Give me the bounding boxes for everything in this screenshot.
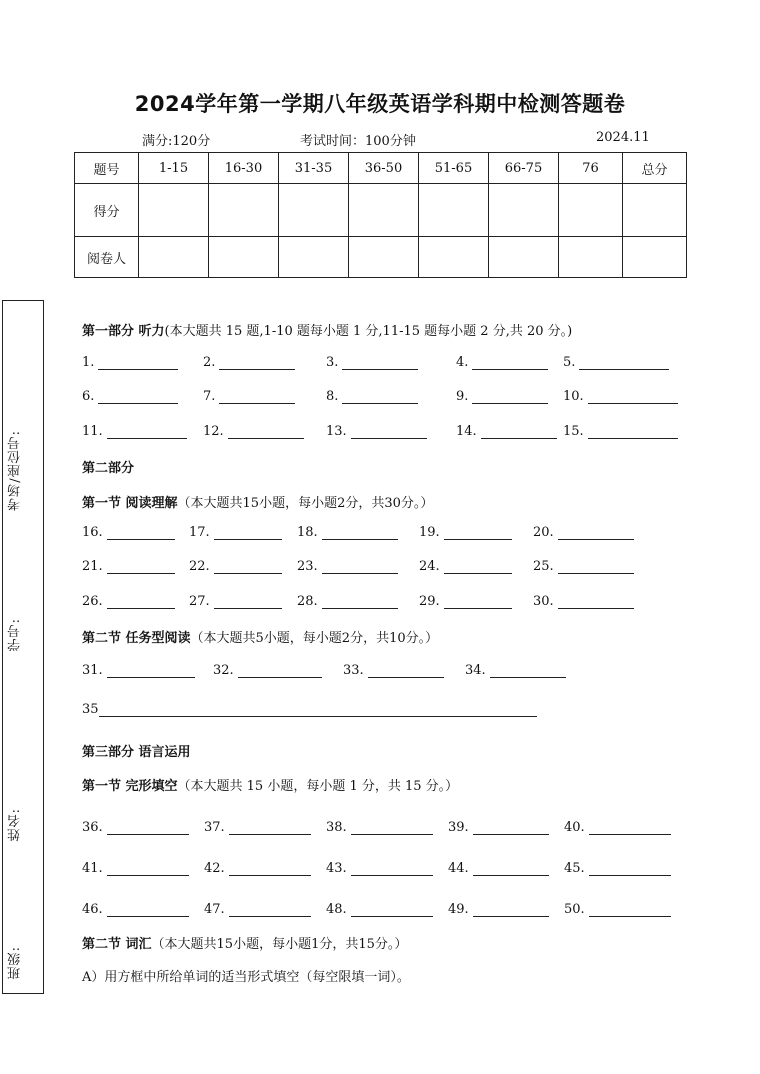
answer-line[interactable] — [107, 820, 189, 835]
answer-item — [204, 820, 311, 835]
answer-item — [204, 902, 311, 917]
score-cell[interactable] — [209, 184, 279, 237]
question-number: 36. — [82, 820, 103, 835]
answer-item — [533, 559, 634, 574]
question-number: 7. — [203, 389, 216, 404]
score-cell[interactable] — [279, 184, 349, 237]
answer-item — [326, 355, 418, 370]
header-cell: 总分 — [623, 153, 687, 184]
question-number: 33. — [343, 663, 364, 678]
question-number: 22. — [189, 559, 210, 574]
answer-item — [203, 389, 295, 404]
question-number: 25. — [533, 559, 554, 574]
answer-line[interactable] — [229, 820, 311, 835]
question-number: 2. — [203, 355, 216, 370]
part3-heading: 第三部分 语言运用 — [82, 745, 191, 760]
answer-item — [82, 389, 178, 404]
question-number: 17. — [189, 525, 210, 540]
question-number: 16. — [82, 525, 103, 540]
header-cell: 1-15 — [139, 153, 209, 184]
answer-line[interactable] — [219, 389, 295, 404]
header-cell: 31-35 — [279, 153, 349, 184]
cloze-heading: 第一节 完形填空 — [82, 779, 178, 794]
exam-date: 2024.11 — [596, 130, 650, 145]
question-number: 8. — [326, 389, 339, 404]
answer-line[interactable] — [490, 663, 566, 678]
answer-item — [326, 389, 418, 404]
answer-item — [82, 663, 195, 678]
answer-item — [456, 424, 557, 439]
score-cell[interactable] — [419, 184, 489, 237]
cloze-desc: （本大题共 15 小题，每小题 1 分，共 15 分。） — [177, 779, 459, 794]
name-label: 姓名: — [8, 808, 23, 842]
answer-item — [448, 902, 549, 917]
answer-item — [563, 389, 678, 404]
answer-line[interactable] — [351, 902, 433, 917]
question-number: 44. — [448, 861, 469, 876]
answer-item — [82, 902, 189, 917]
answer-line[interactable] — [558, 559, 634, 574]
part3-s1-heading-line — [82, 775, 458, 794]
question-number: 28. — [297, 594, 318, 609]
score-cell[interactable] — [349, 184, 419, 237]
question-number: 49. — [448, 902, 469, 917]
answer-line[interactable] — [368, 663, 444, 678]
question-number: 38. — [326, 820, 347, 835]
question-number: 27. — [189, 594, 210, 609]
answer-line[interactable] — [322, 559, 398, 574]
answer-line[interactable] — [229, 861, 311, 876]
answer-line[interactable] — [473, 902, 549, 917]
grader-cell[interactable] — [489, 237, 559, 278]
question-number: 24. — [419, 559, 440, 574]
answer-line[interactable] — [342, 355, 418, 370]
answer-line[interactable] — [322, 594, 398, 609]
question-number: 34. — [465, 663, 486, 678]
answer-line[interactable] — [229, 902, 311, 917]
q35-item — [82, 702, 537, 717]
answer-item — [533, 525, 634, 540]
part1-heading-line — [82, 320, 572, 339]
question-number: 3. — [326, 355, 339, 370]
grader-cell[interactable] — [139, 237, 209, 278]
answer-item — [564, 902, 671, 917]
answer-item — [533, 594, 634, 609]
question-number: 11. — [82, 424, 103, 439]
grader-cell[interactable] — [559, 237, 623, 278]
question-number: 42. — [204, 861, 225, 876]
question-number: 39. — [448, 820, 469, 835]
answer-item — [213, 663, 322, 678]
class-label: 班级: — [8, 946, 23, 980]
question-number: 43. — [326, 861, 347, 876]
part2-s2-heading-line — [82, 627, 438, 646]
answer-line[interactable] — [589, 861, 671, 876]
question-number: 48. — [326, 902, 347, 917]
page-title: 2024学年第一学期八年级英语学科期中检测答题卷 — [134, 92, 626, 116]
answer-line[interactable] — [228, 424, 304, 439]
answer-line[interactable] — [98, 389, 178, 404]
answer-item — [326, 424, 427, 439]
grader-cell[interactable] — [209, 237, 279, 278]
question-number: 50. — [564, 902, 585, 917]
answer-item — [456, 389, 548, 404]
question-number: 12. — [203, 424, 224, 439]
answer-item — [448, 861, 549, 876]
answer-line[interactable] — [579, 355, 669, 370]
score-cell[interactable] — [489, 184, 559, 237]
header-cell: 36-50 — [349, 153, 419, 184]
q35-number: 35 — [82, 702, 99, 717]
question-number: 30. — [533, 594, 554, 609]
answer-line[interactable] — [98, 355, 178, 370]
answer-item — [448, 820, 549, 835]
answer-line[interactable] — [588, 389, 678, 404]
part2-s1-heading-line — [82, 492, 433, 511]
answer-line[interactable] — [107, 525, 175, 540]
answer-item — [456, 355, 548, 370]
answer-item — [189, 559, 282, 574]
reading-heading: 第一节 阅读理解 — [82, 496, 178, 511]
vocab-desc: （本大题共15小题，每小题1分，共15分。） — [151, 937, 408, 952]
answer-item — [564, 820, 671, 835]
question-number: 9. — [456, 389, 469, 404]
exam-time: 考试时间：100分钟 — [300, 134, 416, 149]
answer-line[interactable] — [588, 424, 678, 439]
grader-row — [75, 237, 687, 278]
answer-line[interactable] — [107, 861, 189, 876]
part3-heading-line — [82, 741, 191, 760]
grader-cell[interactable] — [419, 237, 489, 278]
answer-item — [82, 594, 175, 609]
answer-line[interactable] — [214, 525, 282, 540]
room-seat-label: 考场/座位号: — [8, 430, 23, 511]
answer-line[interactable] — [481, 424, 557, 439]
answer-line[interactable] — [444, 525, 512, 540]
question-number: 10. — [563, 389, 584, 404]
question-number: 31. — [82, 663, 103, 678]
answer-item — [82, 424, 187, 439]
answer-item — [82, 559, 175, 574]
question-number: 5. — [563, 355, 576, 370]
vocab-instruction: A）用方框中所给单词的适当形式填空（每空限填一词）。 — [82, 970, 410, 985]
answer-item — [82, 525, 175, 540]
answer-line[interactable] — [589, 902, 671, 917]
question-number: 6. — [82, 389, 95, 404]
question-number: 4. — [456, 355, 469, 370]
question-number: 41. — [82, 861, 103, 876]
answer-item — [203, 424, 304, 439]
score-row — [75, 184, 687, 237]
answer-line[interactable] — [107, 424, 187, 439]
header-cell: 66-75 — [489, 153, 559, 184]
answer-line[interactable] — [214, 594, 282, 609]
answer-line[interactable] — [473, 861, 549, 876]
question-number: 20. — [533, 525, 554, 540]
answer-line[interactable] — [219, 355, 295, 370]
question-number: 13. — [326, 424, 347, 439]
answer-line[interactable] — [107, 902, 189, 917]
question-number: 19. — [419, 525, 440, 540]
question-number: 46. — [82, 902, 103, 917]
header-cell: 76 — [559, 153, 623, 184]
q35-answer-line[interactable] — [99, 702, 537, 717]
question-number: 18. — [297, 525, 318, 540]
question-number: 40. — [564, 820, 585, 835]
answer-item — [82, 820, 189, 835]
answer-item — [465, 663, 566, 678]
answer-line[interactable] — [351, 820, 433, 835]
answer-item — [203, 355, 295, 370]
answer-line[interactable] — [351, 424, 427, 439]
answer-line[interactable] — [589, 820, 671, 835]
answer-item — [297, 559, 398, 574]
answer-line[interactable] — [238, 663, 322, 678]
score-cell[interactable] — [623, 184, 687, 237]
answer-item — [326, 902, 433, 917]
answer-line[interactable] — [107, 594, 175, 609]
question-number: 47. — [204, 902, 225, 917]
answer-item — [326, 820, 433, 835]
answer-line[interactable] — [444, 594, 512, 609]
answer-line[interactable] — [107, 663, 195, 678]
answer-line[interactable] — [342, 389, 418, 404]
question-number: 32. — [213, 663, 234, 678]
grader-cell[interactable] — [279, 237, 349, 278]
part2-heading-line — [82, 457, 134, 476]
part1-desc: (本大题共 15 题,1-10 题每小题 1 分,11-15 题每小题 2 分,共 20 分。) — [164, 324, 573, 339]
answer-item — [82, 861, 189, 876]
question-number: 37. — [204, 820, 225, 835]
answer-line[interactable] — [214, 559, 282, 574]
part1-heading: 第一部分 听力 — [82, 324, 165, 339]
question-number: 21. — [82, 559, 103, 574]
grader-cell[interactable] — [623, 237, 687, 278]
answer-item — [563, 424, 678, 439]
task-reading-heading: 第二节 任务型阅读 — [82, 631, 191, 646]
answer-line[interactable] — [472, 355, 548, 370]
reading-desc: （本大题共15小题，每小题2分，共30分。） — [177, 496, 434, 511]
answer-item — [82, 355, 178, 370]
row-label-score: 得分 — [75, 184, 139, 237]
answer-item — [326, 861, 433, 876]
header-cell: 51-65 — [419, 153, 489, 184]
question-number: 45. — [564, 861, 585, 876]
part2-heading: 第二部分 — [82, 461, 135, 476]
answer-line[interactable] — [444, 559, 512, 574]
header-cell: 16-30 — [209, 153, 279, 184]
answer-line[interactable] — [558, 594, 634, 609]
answer-item — [419, 594, 512, 609]
score-cell[interactable] — [559, 184, 623, 237]
answer-item — [419, 559, 512, 574]
answer-item — [189, 594, 282, 609]
part3-s2-heading-line — [82, 933, 407, 952]
answer-line[interactable] — [107, 559, 175, 574]
answer-item — [564, 861, 671, 876]
row-label-grader: 阅卷人 — [75, 237, 139, 278]
question-number: 26. — [82, 594, 103, 609]
question-number: 29. — [419, 594, 440, 609]
answer-line[interactable] — [322, 525, 398, 540]
question-number: 15. — [563, 424, 584, 439]
score-cell[interactable] — [139, 184, 209, 237]
answer-item — [204, 861, 311, 876]
question-number: 23. — [297, 559, 318, 574]
answer-line[interactable] — [473, 820, 549, 835]
answer-item — [297, 594, 398, 609]
answer-item — [297, 525, 398, 540]
answer-line[interactable] — [558, 525, 634, 540]
answer-item — [563, 355, 669, 370]
answer-item — [343, 663, 444, 678]
answer-item — [189, 525, 282, 540]
student-number-label: 学号: — [8, 618, 23, 652]
answer-item — [419, 525, 512, 540]
vocab-heading: 第二节 词汇 — [82, 937, 152, 952]
question-number: 14. — [456, 424, 477, 439]
score-table — [74, 152, 687, 278]
task-reading-desc: （本大题共5小题，每小题2分，共10分。） — [190, 631, 439, 646]
question-number: 1. — [82, 355, 95, 370]
score-table-header — [75, 153, 687, 184]
answer-line[interactable] — [351, 861, 433, 876]
header-cell: 题号 — [75, 153, 139, 184]
answer-line[interactable] — [472, 389, 548, 404]
grader-cell[interactable] — [349, 237, 419, 278]
full-score: 满分:120分 — [142, 134, 211, 149]
